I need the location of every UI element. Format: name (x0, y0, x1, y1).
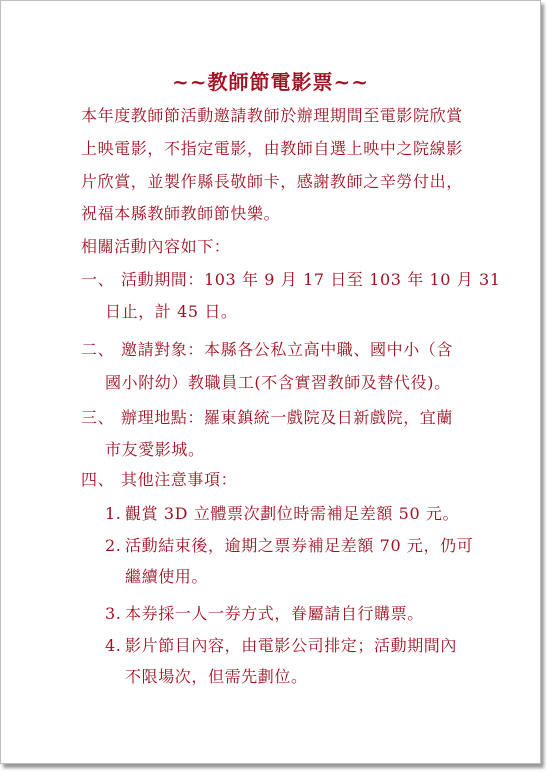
section-number: 四、 (81, 470, 115, 489)
section-number: 一、 (81, 270, 115, 289)
note-text: 本券採一人一券方式，眷屬請自行購票。 (125, 604, 424, 623)
section-3 (81, 406, 453, 430)
section-2 (81, 338, 453, 362)
note-number: 2. (105, 536, 122, 555)
section-number: 三、 (81, 408, 115, 427)
section-2-continued: 國小附幼）教職員工(不含實習教師及替代役)。 (105, 373, 451, 392)
document-title: ~~教師節電影票~~ (171, 70, 370, 94)
section-number: 二、 (81, 340, 115, 359)
note-4 (105, 634, 457, 658)
note-2 (105, 534, 473, 558)
note-2-continued: 繼續使用。 (125, 567, 209, 586)
note-4-continued: 不限場次，但需先劃位。 (125, 667, 308, 686)
section-1-continued: 日止，計 45 日。 (105, 302, 238, 321)
section-1 (81, 268, 501, 292)
section-text: 邀請對象：本縣各公私立高中職、國中小（含 (121, 340, 454, 359)
list-heading: 相關活動內容如下： (81, 237, 231, 256)
intro-line-2: 上映電影，不指定電影，由教師自選上映中之院線影 (81, 139, 463, 158)
note-number: 1. (105, 504, 122, 523)
section-text: 辦理地點：羅東鎮統一戲院及日新戲院，宜蘭 (121, 408, 454, 427)
intro-line-1: 本年度教師節活動邀請教師於辦理期間至電影院欣賞 (81, 106, 463, 125)
section-text: 其他注意事項： (121, 470, 238, 489)
note-3 (105, 602, 424, 626)
section-4 (81, 468, 237, 492)
note-text: 觀賞 3D 立體票次劃位時需補足差額 50 元。 (125, 504, 460, 523)
note-number: 3. (105, 604, 122, 623)
section-text: 活動期間：103 年 9 月 17 日至 103 年 10 月 31 (121, 270, 501, 289)
note-1 (105, 502, 459, 526)
intro-line-4: 祝福本縣教師教師節快樂。 (81, 204, 281, 223)
note-text: 影片節目內容，由電影公司排定；活動期間內 (125, 636, 458, 655)
section-3-continued: 市友愛影城。 (105, 440, 205, 459)
intro-line-3: 片欣賞，並製作縣長敬師卡，感謝教師之辛勞付出， (81, 172, 463, 191)
note-text: 活動結束後，逾期之票券補足差額 70 元，仍可 (125, 536, 474, 555)
note-number: 4. (105, 636, 122, 655)
